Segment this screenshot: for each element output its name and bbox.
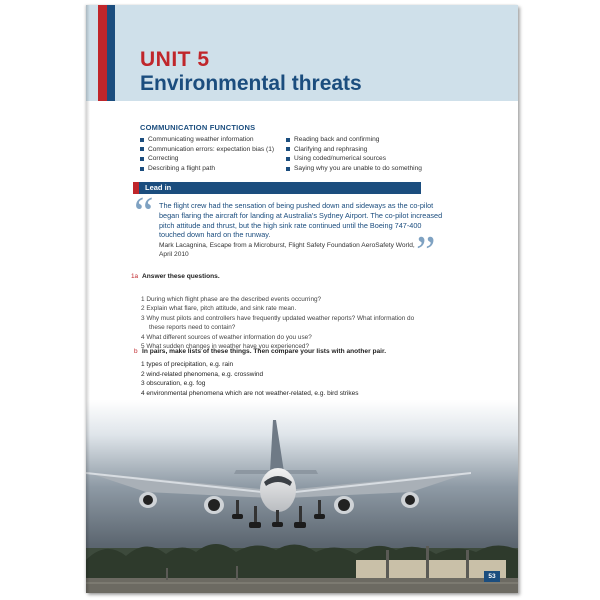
communication-functions-heading: COMMUNICATION FUNCTIONS (140, 123, 256, 132)
close-quote-icon: ” (416, 227, 436, 276)
exercise-b-label: b (134, 348, 138, 355)
list-item: Describing a flight path (140, 164, 274, 174)
list-item: 3 obscuration, e.g. fog (141, 380, 206, 388)
list-item: 2 wind-related phenomena, e.g. crosswind (141, 370, 264, 378)
list-item: these reports need to contain? (149, 324, 236, 332)
airplane-landing-photo (86, 400, 518, 593)
bullet-icon (140, 167, 144, 171)
list-item: Communication errors: expectation bias (1) (140, 145, 274, 155)
communication-functions-right-list (286, 135, 422, 173)
bullet-icon (286, 157, 290, 161)
list-item: 3 Why must pilots and controllers have frequently updated weather reports? What information do (141, 314, 415, 322)
list-item: 5 What sudden changes in weather have you experienced? (141, 343, 310, 351)
quote-source: Mark Lacagnina, Escape from a Microburst, Flight Safety Foundation AeroSafety World, April 2010 (159, 242, 415, 259)
lead-in-quote: The flight crew had the sensation of being pushed down and sideways as the co-pilot began flaring the aircraft for landing at Australia's Sydney Airport. The co-pilot increased pitch attitude and thrust, but the high sink rate continued until the Boeing 747-400 touched down hard on the runway. (159, 201, 443, 240)
exercise-b-items (141, 360, 359, 398)
bullet-icon (286, 167, 290, 171)
bullet-icon (140, 157, 144, 161)
list-item: 1 types of precipitation, e.g. rain (141, 361, 234, 368)
list-item: Correcting (140, 154, 274, 164)
page-number: 53 (484, 571, 500, 582)
open-quote-icon: “ (134, 188, 154, 237)
list-item: 2 Explain what flare, pitch attitude, and sink rate mean. (141, 305, 297, 313)
bullet-icon (140, 147, 144, 151)
lead-in-bar (133, 182, 421, 194)
list-item: Saying why you are unable to do something (286, 164, 422, 174)
list-item: 1 During which flight phase are the described events occurring? (141, 296, 322, 303)
list-item: 4 What different sources of weather information do you use? (141, 333, 312, 341)
exercise-1a-instruction: Answer these questions. (142, 273, 220, 280)
list-item: Reading back and confirming (286, 135, 422, 145)
spine-shadow (86, 5, 90, 593)
unit-title: Environmental threats (140, 72, 362, 95)
bullet-icon (140, 138, 144, 142)
red-accent-bar (98, 5, 107, 101)
list-item: Communicating weather information (140, 135, 274, 145)
list-item: Clarifying and rephrasing (286, 145, 422, 155)
textbook-page (86, 5, 518, 593)
bullet-icon (286, 147, 290, 151)
exercise-b-instruction: In pairs, make lists of these things. Then compare your lists with another pair. (142, 348, 387, 355)
exercise-1a-questions (141, 295, 441, 351)
bullet-icon (286, 138, 290, 142)
list-item: Using coded/numerical sources (286, 154, 422, 164)
list-item: 4 environmental phenomena which are not weather-related, e.g. bird strikes (141, 389, 359, 397)
communication-functions-left-list (140, 135, 274, 173)
exercise-1a-label: 1a (131, 273, 139, 280)
blue-accent-bar (107, 5, 115, 101)
lead-in-label: Lead in (145, 183, 172, 192)
unit-label: UNIT 5 (140, 48, 210, 71)
